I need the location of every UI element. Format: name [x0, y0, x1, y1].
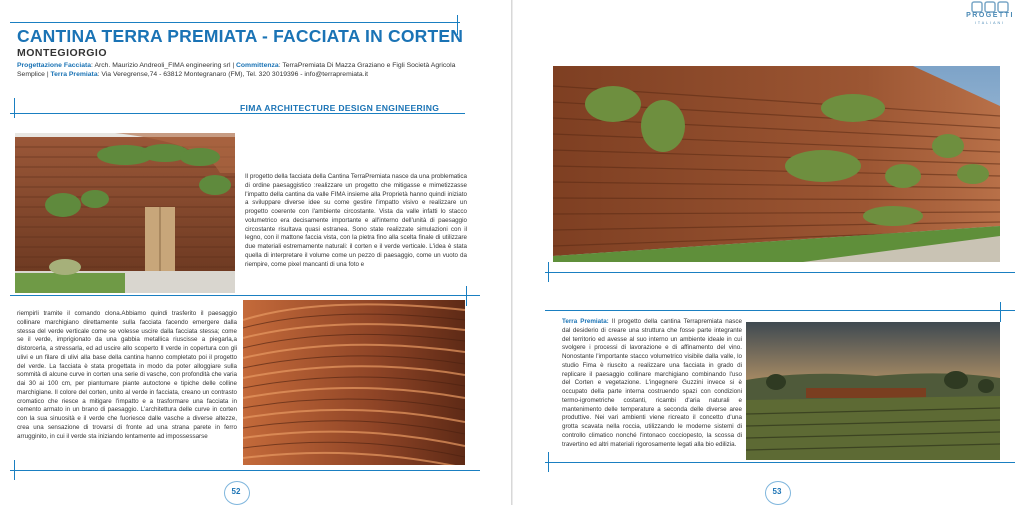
middle-rule-tick: [466, 286, 467, 306]
body-text-design: riempirli tramite il comando clona.Abbiamo quindi trasferito il paesaggio collinare marchigiano direttamente sulla facciata facendo emergere dalla stessa del verde verticale come se volesse uscire dalla facciata stessa; come se il verde, imprigionato da una gabbia metallica riuscisse a piegarla,a distorcerla, a stressarla, ed ad uscire allo scoperto Il verde in copertura con gli ulivi e un filare di ulivi alla base della cantina hanno completato poi il progetto del verde. La facciata è stata progettata in modo da poter alloggiare sulla sommità di alcune curve in corten una serie di vasche, con profondità che varia dai 30 ai 100 cm, per piantumare piante autoctone e tipiche delle colline marchigiane. Il colore del corten, unito al verde in facciata, creano un contrasto cromatico che riesce a mitigare l'impatto e a trasformare una facciata in cemento armato in un brano di paesaggio. L'architettura delle curve in corten con la sua sinuosità e il verde che fuoriesce dalle vasche a diverse altezze, crea una sensazione di trovarsi di fronte ad una strana parete in ferro arrugginito, in cui il verde sta iniziando lentamente ad impossessarse: [17, 310, 237, 440]
right-upper-rule: [545, 310, 1015, 311]
logo-main-text: PROGETTI: [966, 12, 1014, 19]
middle-rule: [10, 295, 480, 296]
right-upper-rule-tick: [1000, 302, 1001, 322]
section-title: FIMA ARCHITECTURE DESIGN ENGINEERING: [240, 103, 440, 113]
project-credits: [17, 61, 457, 80]
page-number-right: 53: [767, 483, 787, 501]
page-number-left: 52: [226, 483, 246, 501]
photo-long-facade: [553, 66, 1000, 262]
credit-design: : Arch. Maurizio Andreoli_FIMA engineering srl |: [91, 62, 236, 69]
bottom-rule-tick: [14, 460, 15, 480]
winery-label: Terra Premiata:: [562, 318, 609, 325]
top-rule: [10, 22, 460, 23]
winery-text: Il progetto della cantina Terrapremiata nasce dal desiderio di creare una struttura che fosse parte integrante del territorio ed avesse al suo interno un ambiente ideale in cui svolgere i processi di lavorazione e di affinamento del vino. Nonostante l'importante stacco volumetrico visibile dalla valle, lo studio Fima è riuscito a realizzare una facciata in grado di replicare il paesaggio collinare marchigiano combinando l'uso del Corten e vegetazione. L'ingegnere Guzzini invece si è occupato della parte interna costruendo spazi con condizioni termo-igrometriche costanti, ricambi d'aria naturali e mantenimento delle temperature a seconda delle diverse aree produttive. Nei vari ambienti viene ricreato il concetto d'una grotta scavata nella roccia, utilizzando le moderne sistemi di controllo climatico nonché l'intonaco cocciopesto, la scossa di travertino ed altri materiali rigorosamente legati alla bio edilizia.: [562, 318, 742, 448]
body-text-intro: Il progetto della facciata della Cantina TerraPremiata nasce da una problematica di ordine paesaggistico :realizzare un progetto che mitigasse e mimetizzasse l'impatto della cantina da valle FIMA insieme alla Proprietà hanno quindi iniziato a sviluppare diverse idee su come gestire l'impatto visivo e realizzare un progetto coerente con l'ambiente circostante. Vista da valle infatti lo stacco volumetrico era decisamente importante e all'interno dell'unità di paesaggio circostante risultava quasi estranea. Sono state realizzate simulazioni con il legno, con il mattone faccia vista, con la pietra fino alla scelta finale di utilizzare due materiali estremamente naturali: il corten e il verde verticale. L'idea è stata quella di interpretare il volume come un pezzo di paesaggio, come un vuoto da riempire, come pixel mancanti di una foto e: [245, 173, 467, 268]
photo-landscape-vineyard: [746, 322, 1000, 460]
credit-winery: : Via Veregrense,74 - 63812 Montegranaro (FM), Tel. 320 3019396 - info@terrapremiata.it: [97, 71, 368, 79]
photo-corten-curves: [243, 300, 465, 465]
credit-label-winery: Terra Premiata: [50, 71, 98, 79]
photo-facade-entrance: [15, 133, 235, 293]
logo-sub-text: ITALIANI: [974, 21, 1006, 25]
section-rule-tick: [14, 98, 15, 118]
body-text-winery: [562, 318, 742, 449]
book-spine: [511, 0, 513, 505]
credit-client: : TerraPremiata Di Mazza Graziano e Figli Società Agricola Semplice |: [17, 62, 456, 79]
credit-label-design: Progettazione Facciata: [17, 62, 92, 69]
right-bottom-rule-tick: [548, 452, 549, 472]
page-subtitle: MONTEGIORGIO: [17, 47, 107, 59]
section-rule: [10, 113, 465, 114]
magazine-logo: [956, 0, 1024, 28]
right-middle-rule: [545, 272, 1015, 273]
credit-label-client: Committenza: [236, 62, 279, 69]
right-middle-rule-tick: [548, 262, 549, 282]
page-title: CANTINA TERRA PREMIATA - FACCIATA IN CORTEN: [17, 26, 464, 46]
right-bottom-rule: [545, 462, 1015, 463]
bottom-rule: [10, 470, 480, 471]
